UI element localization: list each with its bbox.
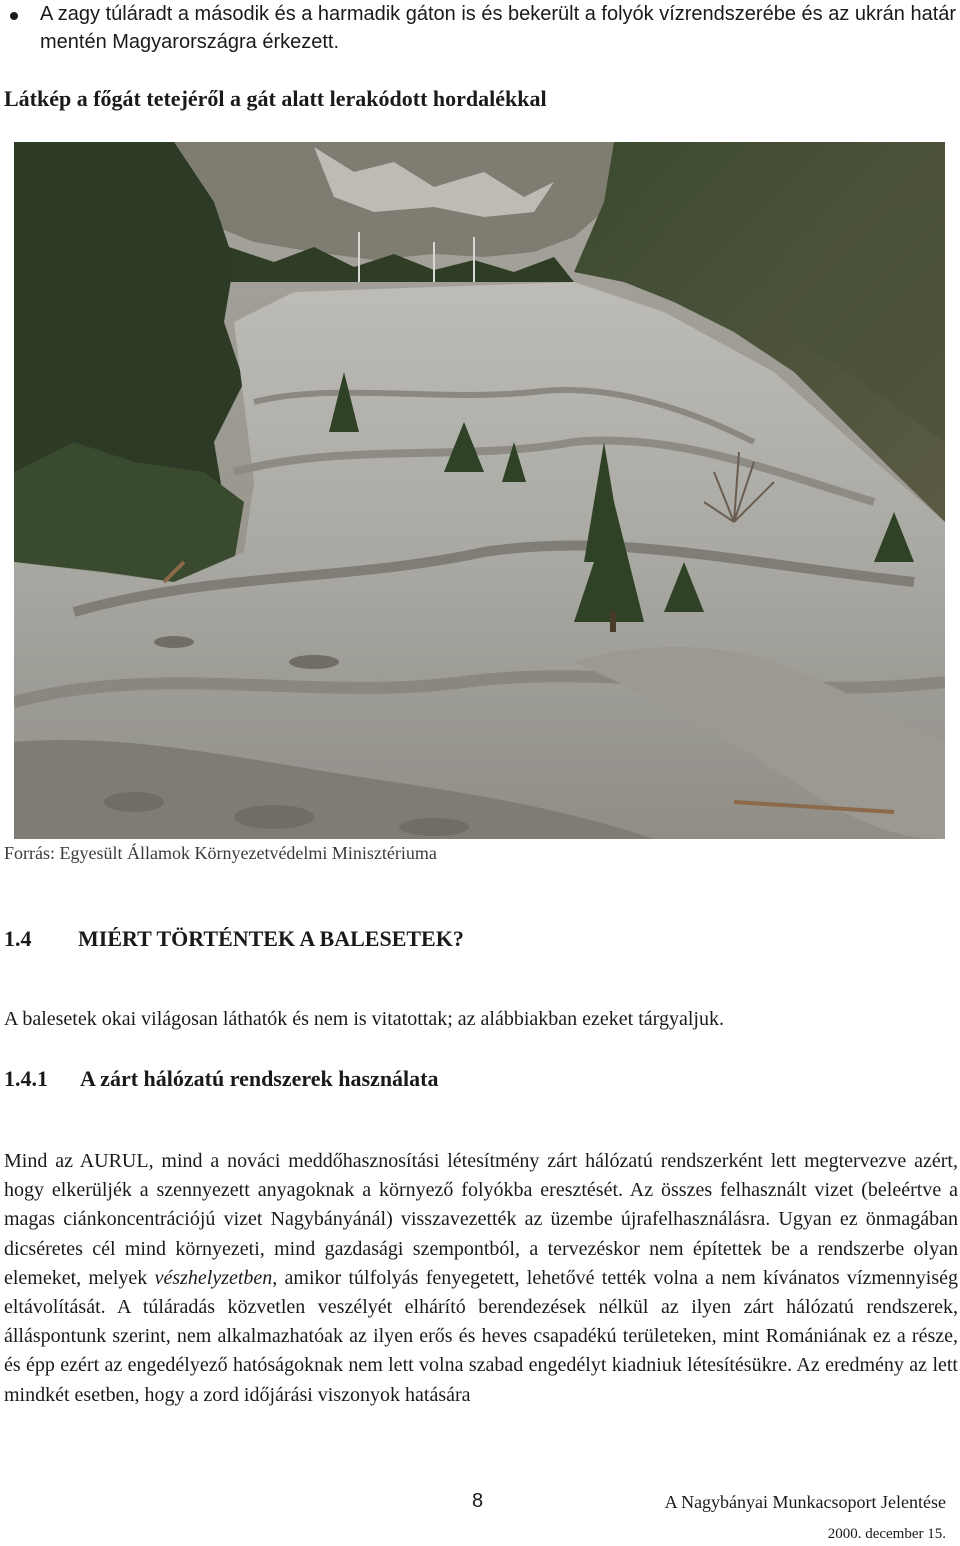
report-title-footer: A Nagybányai Munkacsoport Jelentése [664, 1492, 946, 1512]
photo-title: Látkép a főgát tetejéről a gát alatt lerakódott hordalékkal [4, 86, 547, 111]
body-text-part1: Mind az AURUL, mind a nováci meddőhasznosítási létesítmény zárt hálózatú rendszerként lett megtervezve azért, hogy elkerüljék a szennyezett anyagoknak a környező folyókba eresztését. Az összes felhasznált vizet (beleértve a magas ciánkoncentrációjú vizet Nagybányánál) visszavezették az üzembe újrafelhasználásra. Ugyan ez önmagában dicséretes cél mind környezeti, mind gazdasági szempontból, a tervezéskor nem építettek be a rendszerbe olyan elemeket, melyek [4, 1150, 958, 1289]
photo-source-caption: Forrás: Egyesült Államok Környezetvédelmi Minisztériuma [4, 843, 437, 863]
bullet-dot-icon [10, 12, 18, 20]
body-paragraph [4, 1147, 958, 1410]
subsection-title: A zárt hálózatú rendszerek használata [80, 1066, 439, 1091]
page-number: 8 [472, 1490, 484, 1512]
body-emphasis: vészhelyzetben [154, 1266, 273, 1289]
section-heading [4, 926, 464, 952]
landscape-photo-image [14, 142, 945, 839]
report-date: 2000. december 15. [827, 1526, 946, 1542]
section-title: MIÉRT TÖRTÉNTEK A BALESETEK? [78, 926, 464, 951]
section-lead-paragraph: A balesetek okai világosan láthatók és nem is vitatottak; az alábbiakban ezeket tárgyaljuk. [4, 1008, 724, 1030]
subsection-heading [4, 1066, 439, 1092]
photo-valley-sludge [14, 142, 945, 839]
section-number: 1.4 [4, 926, 32, 951]
body-text-part2: , amikor túlfolyás fenyegetett, lehetővé tették volna a nem kívánatos vízmennyiség eltávolítását. A túláradás közvetlen veszélyét elhárító berendezések nélkül az ilyen zárt hálózatú rendszerek, álláspontunk szerint, nem alkalmazhatóak az ilyen erős és heves csapadékú területeken, mint Romániának ez a része, és épp ezért az engedélyező hatóságoknak nem lett volna szabad engedélyt kiadniuk létesítésükre. Az eredmény az lett mindkét esetben, hogy a zord időjárási viszonyok hatására [4, 1266, 958, 1406]
bullet-text: A zagy túláradt a második és a harmadik gáton is és bekerült a folyók vízrendszerébe és az ukrán határ mentén Magyarországra érkezett. [40, 3, 957, 53]
subsection-number: 1.4.1 [4, 1066, 48, 1091]
